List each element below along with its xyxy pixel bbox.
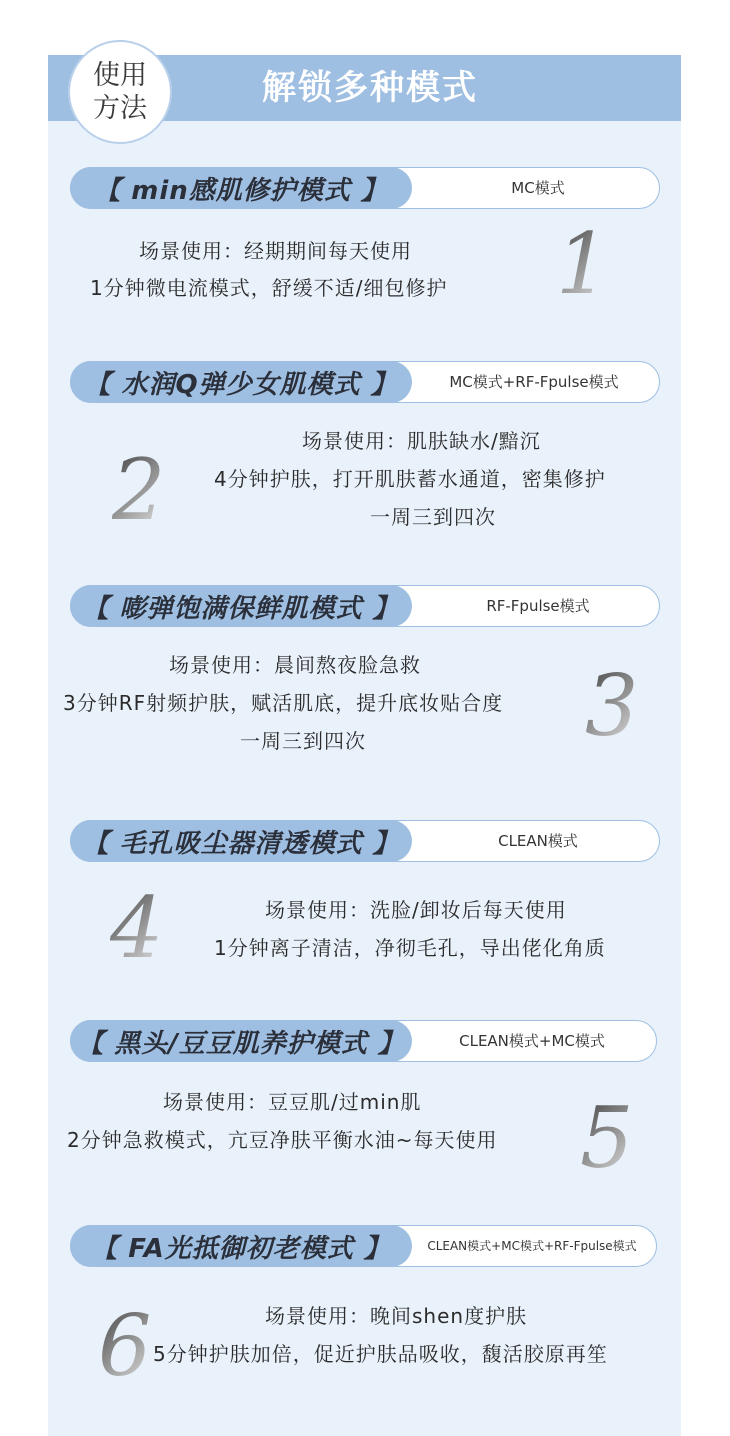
mode-1-name: 【 min感肌修护模式 】 (94, 175, 388, 206)
mode-3-line-2: 3分钟RF射频护肤，赋活肌底，提升底妆贴合度 (63, 691, 504, 715)
mode-2-line-3: 一周三到四次 (370, 505, 496, 529)
mode-6-line-2: 5分钟护肤加倍，促近护肤品吸收，馥活胶原再笙 (153, 1342, 608, 1366)
mode-1-line-2: 1分钟微电流模式，舒缓不适/细包修护 (90, 276, 448, 300)
mode-1-line-1: 场景使用：经期期间每天使用 (139, 239, 412, 263)
mode-6-number: 6 (98, 1297, 152, 1395)
mode-3-line-3: 一周三到四次 (240, 729, 366, 753)
mode-6-pill (70, 1225, 412, 1267)
mode-5-line-2: 2分钟急救模式，亢豆净肤平衡水油~每天使用 (67, 1128, 498, 1152)
mode-4-pill (70, 820, 412, 862)
mode-4-number: 4 (110, 879, 164, 977)
mode-2-tag: MC模式+RF-Fpulse模式 (449, 373, 619, 391)
mode-4-line-1: 场景使用：洗脸/卸妆后每天使用 (265, 898, 567, 922)
mode-3-tag: RF-Fpulse模式 (486, 597, 590, 615)
mode-5-name: 【 黑头/豆豆肌养护模式 】 (77, 1028, 405, 1059)
mode-1-tag: MC模式 (511, 179, 565, 197)
badge-line-1: 使用 (93, 60, 147, 91)
mode-5-tag: CLEAN模式+MC模式 (459, 1032, 605, 1050)
mode-4-tag: CLEAN模式 (498, 832, 578, 850)
usage-badge (68, 40, 172, 144)
mode-3-name: 【 嘭弹饱满保鲜肌模式 】 (82, 593, 400, 624)
mode-6-name: 【 FA光抵御初老模式 】 (91, 1233, 391, 1264)
badge-line-2: 方法 (93, 93, 147, 124)
mode-3-number: 3 (585, 657, 639, 755)
mode-3-pill (70, 585, 412, 627)
mode-2-line-2: 4分钟护肤，打开肌肤蓄水通道，密集修护 (214, 467, 606, 491)
mode-3-line-1: 场景使用：晨间熬夜脸急救 (169, 653, 421, 677)
mode-5-pill (70, 1020, 412, 1062)
mode-5-number: 5 (580, 1089, 634, 1187)
mode-2-pill (70, 361, 412, 403)
mode-2-name: 【 水润Q弹少女肌模式 】 (84, 369, 398, 400)
mode-6-tag: CLEAN模式+MC模式+RF-Fpulse模式 (427, 1239, 637, 1253)
mode-2-number: 2 (112, 441, 166, 539)
mode-4-line-2: 1分钟离子清洁，净彻毛孔，导出佬化角质 (214, 936, 606, 960)
mode-4-name: 【 毛孔吸尘器清透模式 】 (82, 828, 400, 859)
page-title: 解锁多种模式 (262, 68, 478, 108)
mode-1-pill (70, 167, 412, 209)
mode-1-number: 1 (556, 215, 610, 313)
mode-5-line-1: 场景使用：豆豆肌/过min肌 (163, 1090, 422, 1114)
mode-6-line-1: 场景使用：晚间shen度护肤 (265, 1304, 528, 1328)
mode-2-line-1: 场景使用：肌肤缺水/黯沉 (302, 429, 541, 453)
